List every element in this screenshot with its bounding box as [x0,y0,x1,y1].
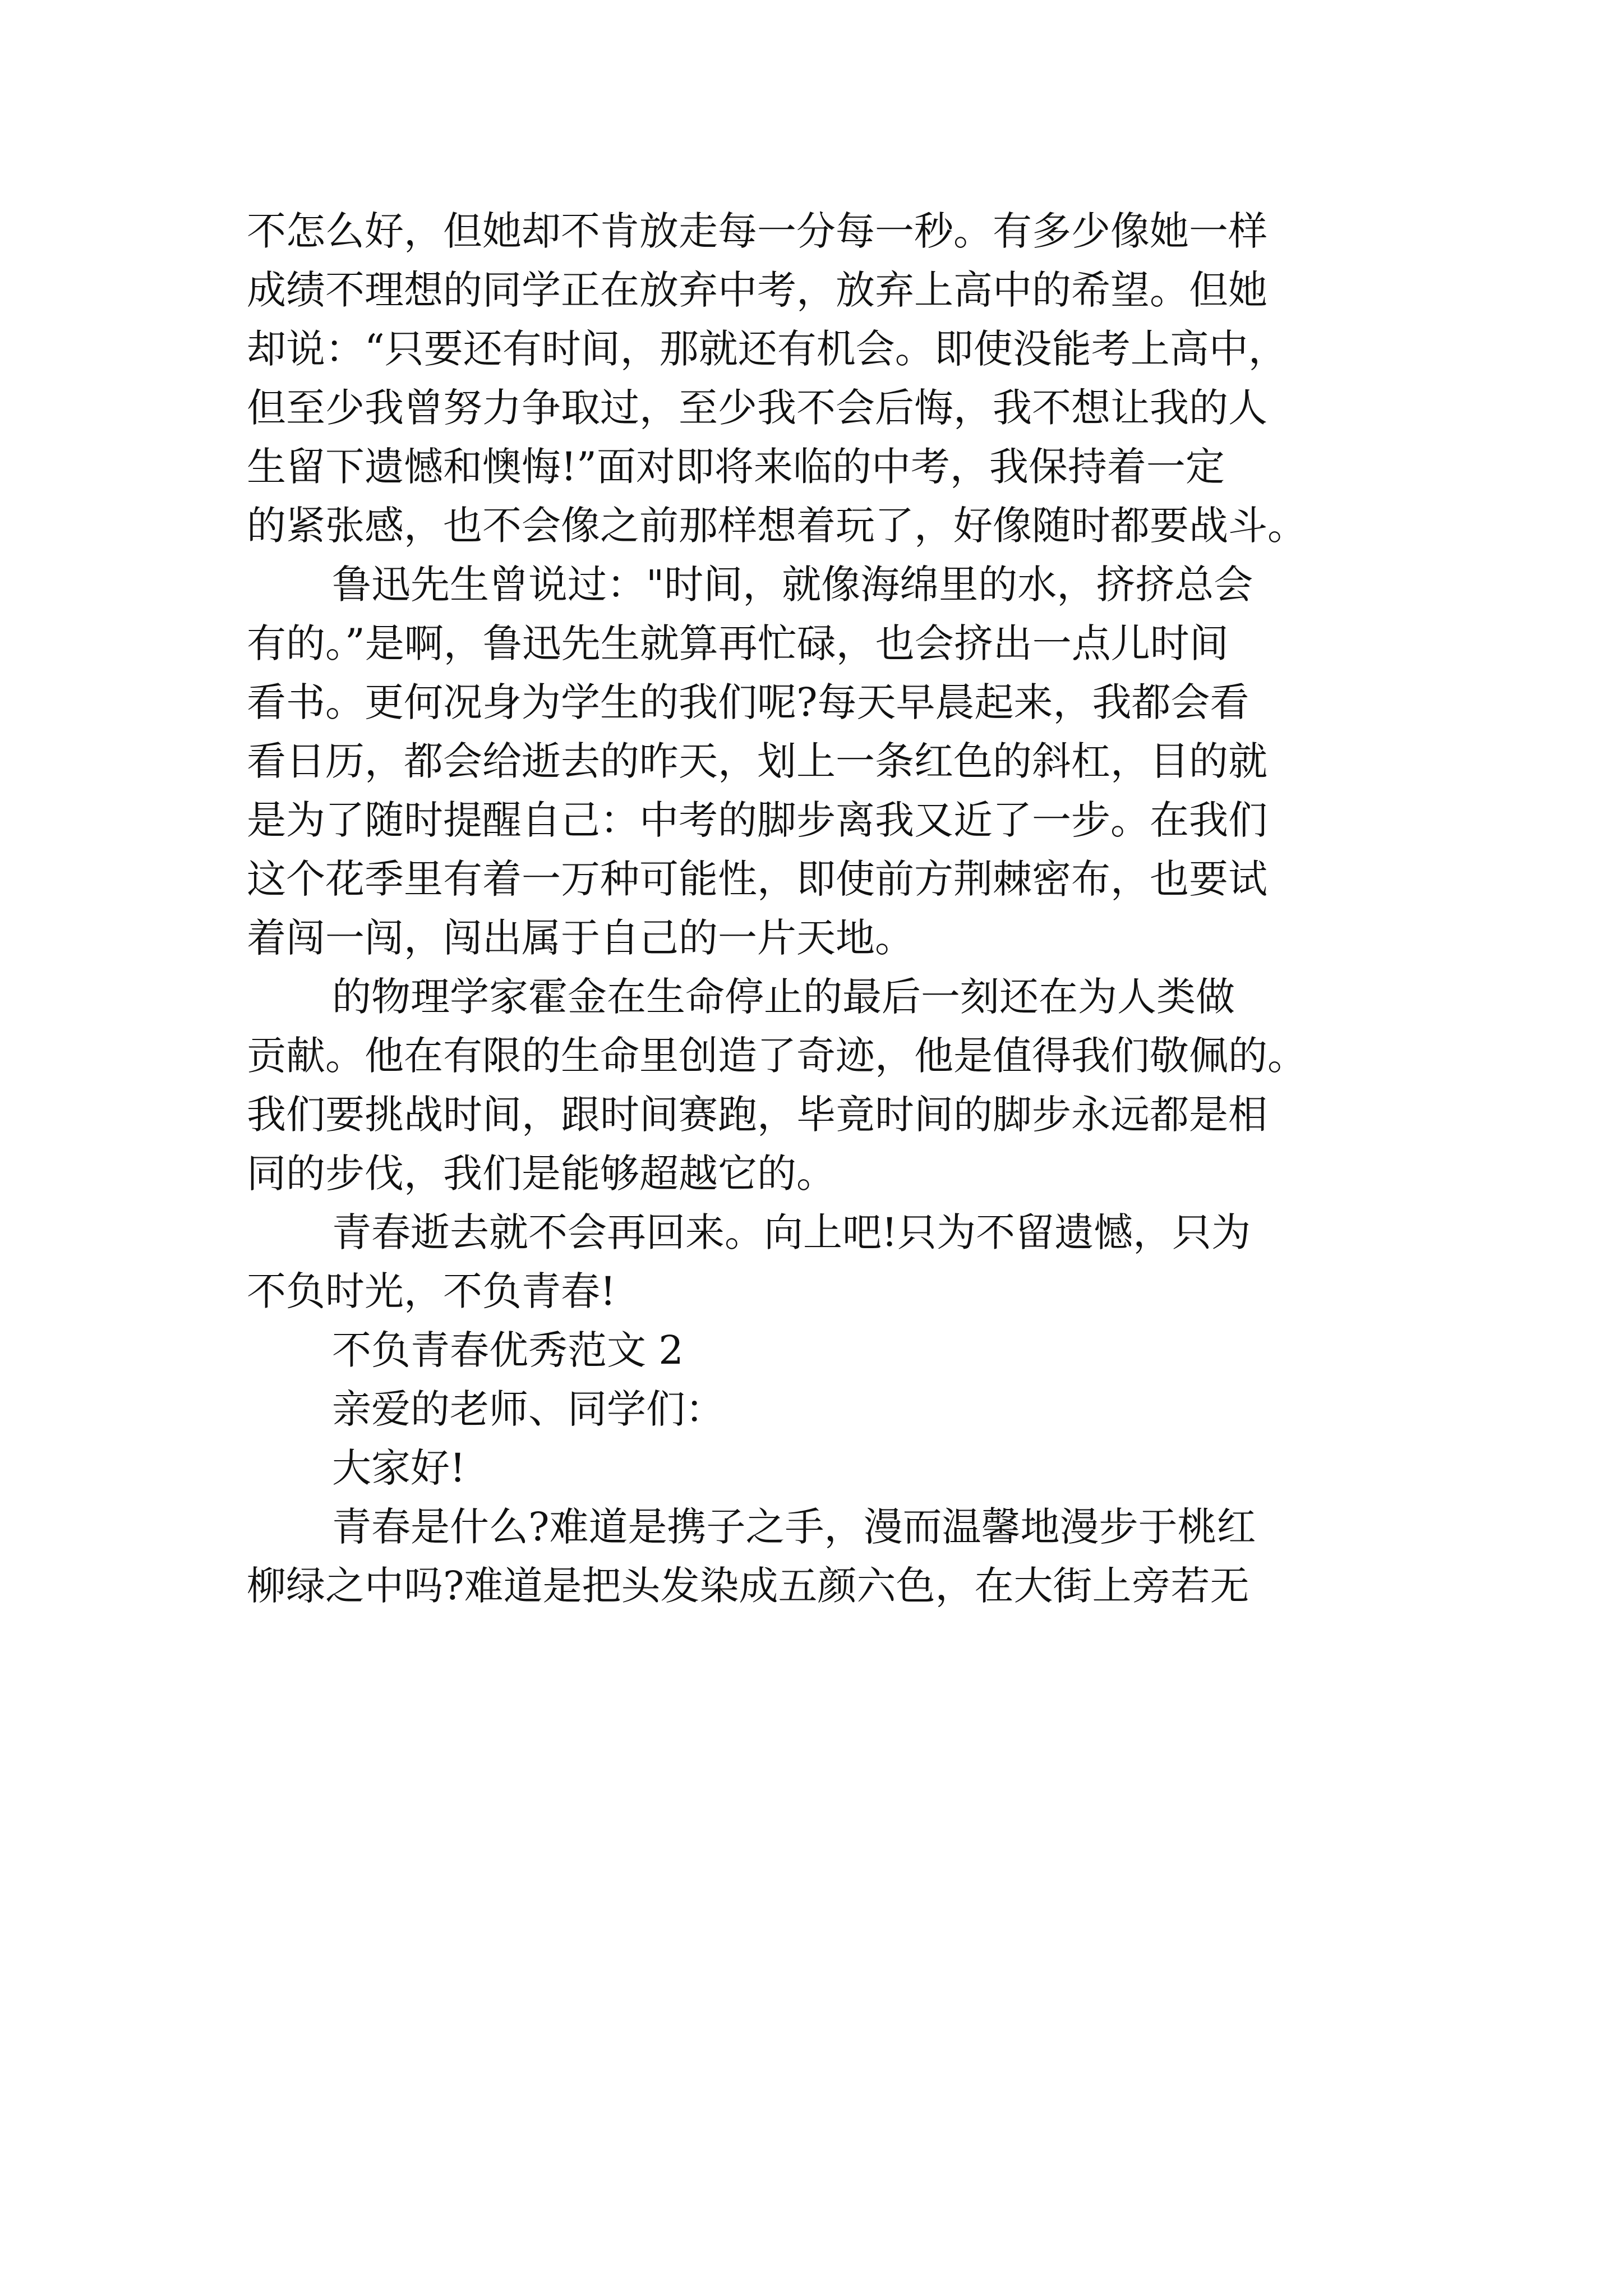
paragraph-4 [247,1203,1391,1321]
text-line: 亲爱的老师、同学们： [332,1386,725,1432]
paragraph-5 [247,1498,1391,1616]
text-line: 着闯一闯，闯出属于自己的一片天地。 [247,915,914,961]
text-line: 的物理学家霍金在生命停止的最后一刻还在为人类做 [332,974,1235,1020]
text-line: 的紧张感，也不会像之前那样想着玩了，好像随时都要战斗。 [247,503,1307,549]
text-line: 看日历，都会给逝去的昨天，划上一条红色的斜杠，目的就 [247,738,1267,784]
section-heading [247,1321,1391,1380]
text-line: 贡献。他在有限的生命里创造了奇迹，他是值得我们敬佩的。 [247,1033,1307,1079]
text-line: 同的步伐，我们是能够超越它的。 [247,1151,836,1197]
text-line: 生留下遗憾和懊悔!”面对即将来临的中考，我保持着一定 [247,444,1225,490]
document-body [247,202,1391,1616]
paragraph-2 [247,555,1391,968]
text-line: 不怎么好，但她却不肯放走每一分每一秒。有多少像她一样 [247,208,1267,254]
text-line: 却说：“只要还有时间，那就还有机会。即使没能考上高中， [247,326,1288,372]
text-line: 青春逝去就不会再回来。向上吧!只为不留遗憾，只为 [332,1209,1251,1255]
paragraph-1 [247,202,1391,555]
text-line: 这个花季里有着一万种可能性，即使前方荆棘密布，也要试 [247,856,1267,902]
heading-line: 不负青春优秀范文 2 [332,1327,684,1373]
text-line: 成绩不理想的同学正在放弃中考，放弃上高中的希望。但她 [247,267,1267,313]
text-line: 柳绿之中吗?难道是把头发染成五颜六色，在大街上旁若无 [247,1563,1249,1609]
text-line: 但至少我曾努力争取过，至少我不会后悔，我不想让我的人 [247,385,1267,431]
text-line: 不负时光，不负青春! [247,1268,616,1314]
text-line: 有的。”是啊，鲁迅先生就算再忙碌，也会挤出一点儿时间 [247,620,1229,666]
text-line: 鲁迅先生曾说过："时间，就像海绵里的水，挤挤总会 [332,562,1253,608]
text-line: 大家好! [332,1445,466,1491]
text-line: 看书。更何况身为学生的我们呢?每天早晨起来，我都会看 [247,679,1249,725]
text-line: 青春是什么?难道是携子之手，漫而温馨地漫步于桃红 [332,1504,1256,1550]
text-line: 我们要挑战时间，跟时间赛跑，毕竟时间的脚步永远都是相 [247,1092,1267,1138]
salutation [247,1380,1391,1439]
paragraph-3 [247,968,1391,1203]
text-line: 是为了随时提醒自己：中考的脚步离我又近了一步。在我们 [247,797,1267,843]
greeting [247,1439,1391,1498]
